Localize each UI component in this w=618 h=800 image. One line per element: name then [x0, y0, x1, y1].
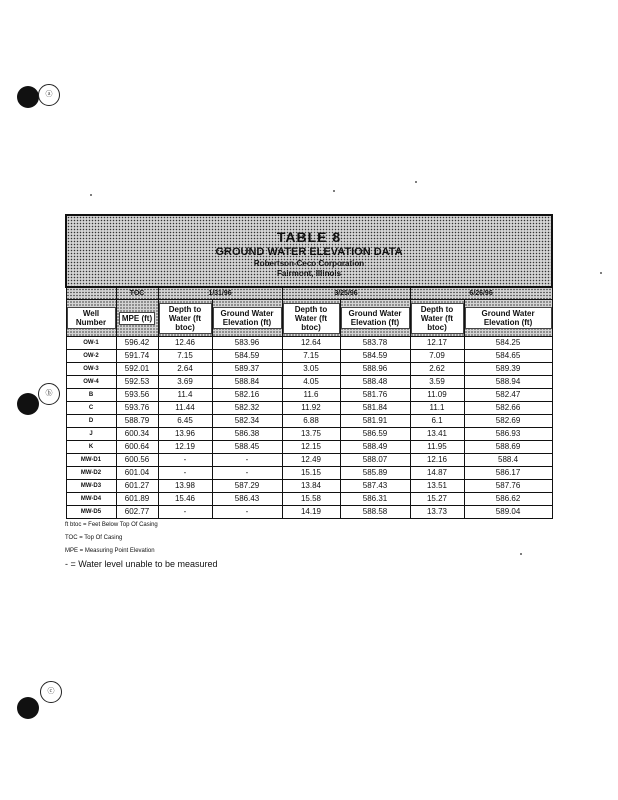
well-cell: OW-1	[66, 337, 116, 350]
header-depth-label: Depth to Water (ft btoc)	[283, 303, 340, 334]
elev-cell: -	[212, 506, 282, 519]
elev-cell: 583.78	[340, 337, 410, 350]
header-date-1: 1/31/96	[158, 287, 282, 300]
depth-cell: 15.15	[282, 467, 340, 480]
header-well	[66, 300, 116, 337]
elev-cell: 583.96	[212, 337, 282, 350]
well-cell: MW-D2	[66, 467, 116, 480]
depth-cell: 6.1	[410, 415, 464, 428]
depth-cell: 13.75	[282, 428, 340, 441]
depth-cell: 15.46	[158, 493, 212, 506]
table-title-block	[66, 215, 552, 287]
depth-cell: 11.6	[282, 389, 340, 402]
elev-cell: 587.43	[340, 480, 410, 493]
elev-cell: 588.49	[340, 441, 410, 454]
depth-cell: 12.64	[282, 337, 340, 350]
circle-stamp-top: ⓐ	[38, 84, 60, 106]
depth-cell: 12.46	[158, 337, 212, 350]
table-row	[66, 441, 552, 454]
well-cell: MW-D3	[66, 480, 116, 493]
header-mpe	[116, 300, 158, 337]
circle-stamp-middle: ⓑ	[38, 383, 60, 405]
table-row	[66, 467, 552, 480]
elev-cell: 586.17	[464, 467, 552, 480]
elev-cell: 588.58	[340, 506, 410, 519]
well-cell: MW-D1	[66, 454, 116, 467]
scan-speck	[415, 181, 417, 183]
header-depth-3	[410, 300, 464, 337]
mpe-cell: 600.34	[116, 428, 158, 441]
header-date-2: 3/25/96	[282, 287, 410, 300]
depth-cell: 13.51	[410, 480, 464, 493]
table-row	[66, 363, 552, 376]
depth-cell: 11.92	[282, 402, 340, 415]
mpe-cell: 600.64	[116, 441, 158, 454]
table-row	[66, 454, 552, 467]
scan-speck	[520, 553, 522, 555]
elev-cell: 588.4	[464, 454, 552, 467]
depth-cell: -	[158, 467, 212, 480]
header-well-label: Well Number	[67, 307, 116, 329]
punch-hole-top	[17, 86, 39, 108]
depth-cell: 11.09	[410, 389, 464, 402]
depth-cell: 2.64	[158, 363, 212, 376]
table-row	[66, 376, 552, 389]
depth-cell: 13.96	[158, 428, 212, 441]
depth-cell: -	[158, 506, 212, 519]
depth-cell: 7.09	[410, 350, 464, 363]
depth-cell: 14.19	[282, 506, 340, 519]
depth-cell: 12.15	[282, 441, 340, 454]
depth-cell: 3.05	[282, 363, 340, 376]
legend-dash: - = Water level unable to be measured	[65, 559, 218, 569]
elev-cell: 587.76	[464, 480, 552, 493]
well-cell: MW-D4	[66, 493, 116, 506]
well-cell: OW-3	[66, 363, 116, 376]
header-depth-label: Depth to Water (ft btoc)	[159, 303, 212, 334]
elev-cell: 582.32	[212, 402, 282, 415]
elev-cell: 588.96	[340, 363, 410, 376]
elev-cell: 588.69	[464, 441, 552, 454]
mpe-cell: 593.76	[116, 402, 158, 415]
depth-cell: 3.69	[158, 376, 212, 389]
elev-cell: 584.59	[212, 350, 282, 363]
depth-cell: 11.4	[158, 389, 212, 402]
mpe-cell: 592.53	[116, 376, 158, 389]
header-date-3: 6/26/96	[410, 287, 552, 300]
depth-cell: 11.44	[158, 402, 212, 415]
depth-cell: 7.15	[282, 350, 340, 363]
scan-speck	[90, 194, 92, 196]
table-body	[66, 337, 552, 519]
elev-cell: 584.59	[340, 350, 410, 363]
elev-cell: -	[212, 467, 282, 480]
elev-cell: 581.91	[340, 415, 410, 428]
mpe-cell: 600.56	[116, 454, 158, 467]
legend-btoc: ft btoc = Feet Below Top Of Casing	[65, 522, 158, 528]
table-row	[66, 428, 552, 441]
mpe-cell: 588.79	[116, 415, 158, 428]
table-row	[66, 350, 552, 363]
header-mpe-label: MPE (ft)	[119, 312, 155, 325]
elev-cell: 586.62	[464, 493, 552, 506]
elev-cell: 581.84	[340, 402, 410, 415]
mpe-cell: 592.01	[116, 363, 158, 376]
table-row	[66, 493, 552, 506]
depth-cell: 6.88	[282, 415, 340, 428]
punch-hole-middle	[17, 393, 39, 415]
depth-cell: 12.19	[158, 441, 212, 454]
table-row	[66, 506, 552, 519]
elev-cell: 588.48	[340, 376, 410, 389]
header-blank	[66, 287, 116, 300]
mpe-cell: 601.89	[116, 493, 158, 506]
elev-cell: 582.66	[464, 402, 552, 415]
table-title: TABLE 8	[276, 228, 342, 245]
depth-cell: 6.45	[158, 415, 212, 428]
table-row	[66, 337, 552, 350]
depth-cell: 11.95	[410, 441, 464, 454]
header-depth-label: Depth to Water (ft btoc)	[411, 303, 464, 334]
header-elev-3	[464, 300, 552, 337]
table-org: Robertson-Ceco Corporation	[253, 258, 365, 268]
legend-mpe: MPE = Measuring Point Elevation	[65, 548, 155, 554]
depth-cell: 4.05	[282, 376, 340, 389]
header-elev-1	[212, 300, 282, 337]
elev-cell: 589.39	[464, 363, 552, 376]
elev-cell: 582.34	[212, 415, 282, 428]
depth-cell: 13.84	[282, 480, 340, 493]
elev-cell: -	[212, 454, 282, 467]
ground-water-table	[65, 214, 553, 519]
elev-cell: 586.59	[340, 428, 410, 441]
well-cell: K	[66, 441, 116, 454]
elev-cell: 585.89	[340, 467, 410, 480]
well-cell: D	[66, 415, 116, 428]
well-cell: C	[66, 402, 116, 415]
legend	[65, 519, 218, 571]
scan-speck	[600, 272, 602, 274]
well-cell: OW-2	[66, 350, 116, 363]
mpe-cell: 602.77	[116, 506, 158, 519]
elev-cell: 582.16	[212, 389, 282, 402]
header-depth-2	[282, 300, 340, 337]
well-cell: B	[66, 389, 116, 402]
mpe-cell: 591.74	[116, 350, 158, 363]
mpe-cell: 601.04	[116, 467, 158, 480]
header-elev-2	[340, 300, 410, 337]
depth-cell: 13.98	[158, 480, 212, 493]
depth-cell: 12.49	[282, 454, 340, 467]
ground-water-table-container	[65, 214, 551, 519]
elev-cell: 588.45	[212, 441, 282, 454]
mpe-cell: 593.56	[116, 389, 158, 402]
table-row	[66, 402, 552, 415]
elev-cell: 586.31	[340, 493, 410, 506]
well-cell: MW-D5	[66, 506, 116, 519]
elev-cell: 589.04	[464, 506, 552, 519]
depth-cell: -	[158, 454, 212, 467]
circle-stamp-bottom: ⓒ	[40, 681, 62, 703]
depth-cell: 13.73	[410, 506, 464, 519]
header-elev-label: Ground Water Elevation (ft)	[341, 307, 410, 329]
depth-cell: 7.15	[158, 350, 212, 363]
table-subtitle: GROUND WATER ELEVATION DATA	[215, 245, 403, 258]
elev-cell: 586.93	[464, 428, 552, 441]
header-toc: TOC	[116, 287, 158, 300]
header-elev-label: Ground Water Elevation (ft)	[213, 307, 282, 329]
depth-cell: 15.27	[410, 493, 464, 506]
depth-cell: 3.59	[410, 376, 464, 389]
elev-cell: 588.07	[340, 454, 410, 467]
mpe-cell: 596.42	[116, 337, 158, 350]
table-row	[66, 480, 552, 493]
table-location: Fairmont, Illinois	[277, 268, 342, 278]
well-cell: J	[66, 428, 116, 441]
scan-speck	[333, 190, 335, 192]
elev-cell: 589.37	[212, 363, 282, 376]
table-row	[66, 415, 552, 428]
depth-cell: 12.17	[410, 337, 464, 350]
well-cell: OW-4	[66, 376, 116, 389]
depth-cell: 11.1	[410, 402, 464, 415]
elev-cell: 584.25	[464, 337, 552, 350]
header-depth-1	[158, 300, 212, 337]
depth-cell: 12.16	[410, 454, 464, 467]
depth-cell: 14.87	[410, 467, 464, 480]
header-elev-label: Ground Water Elevation (ft)	[465, 307, 552, 329]
elev-cell: 582.69	[464, 415, 552, 428]
elev-cell: 588.84	[212, 376, 282, 389]
punch-hole-bottom	[17, 697, 39, 719]
elev-cell: 586.38	[212, 428, 282, 441]
elev-cell: 587.29	[212, 480, 282, 493]
depth-cell: 13.41	[410, 428, 464, 441]
depth-cell: 15.58	[282, 493, 340, 506]
table-row	[66, 389, 552, 402]
elev-cell: 581.76	[340, 389, 410, 402]
legend-toc: TOC = Top Of Casing	[65, 535, 123, 541]
elev-cell: 586.43	[212, 493, 282, 506]
elev-cell: 582.47	[464, 389, 552, 402]
depth-cell: 2.62	[410, 363, 464, 376]
mpe-cell: 601.27	[116, 480, 158, 493]
elev-cell: 588.94	[464, 376, 552, 389]
elev-cell: 584.65	[464, 350, 552, 363]
